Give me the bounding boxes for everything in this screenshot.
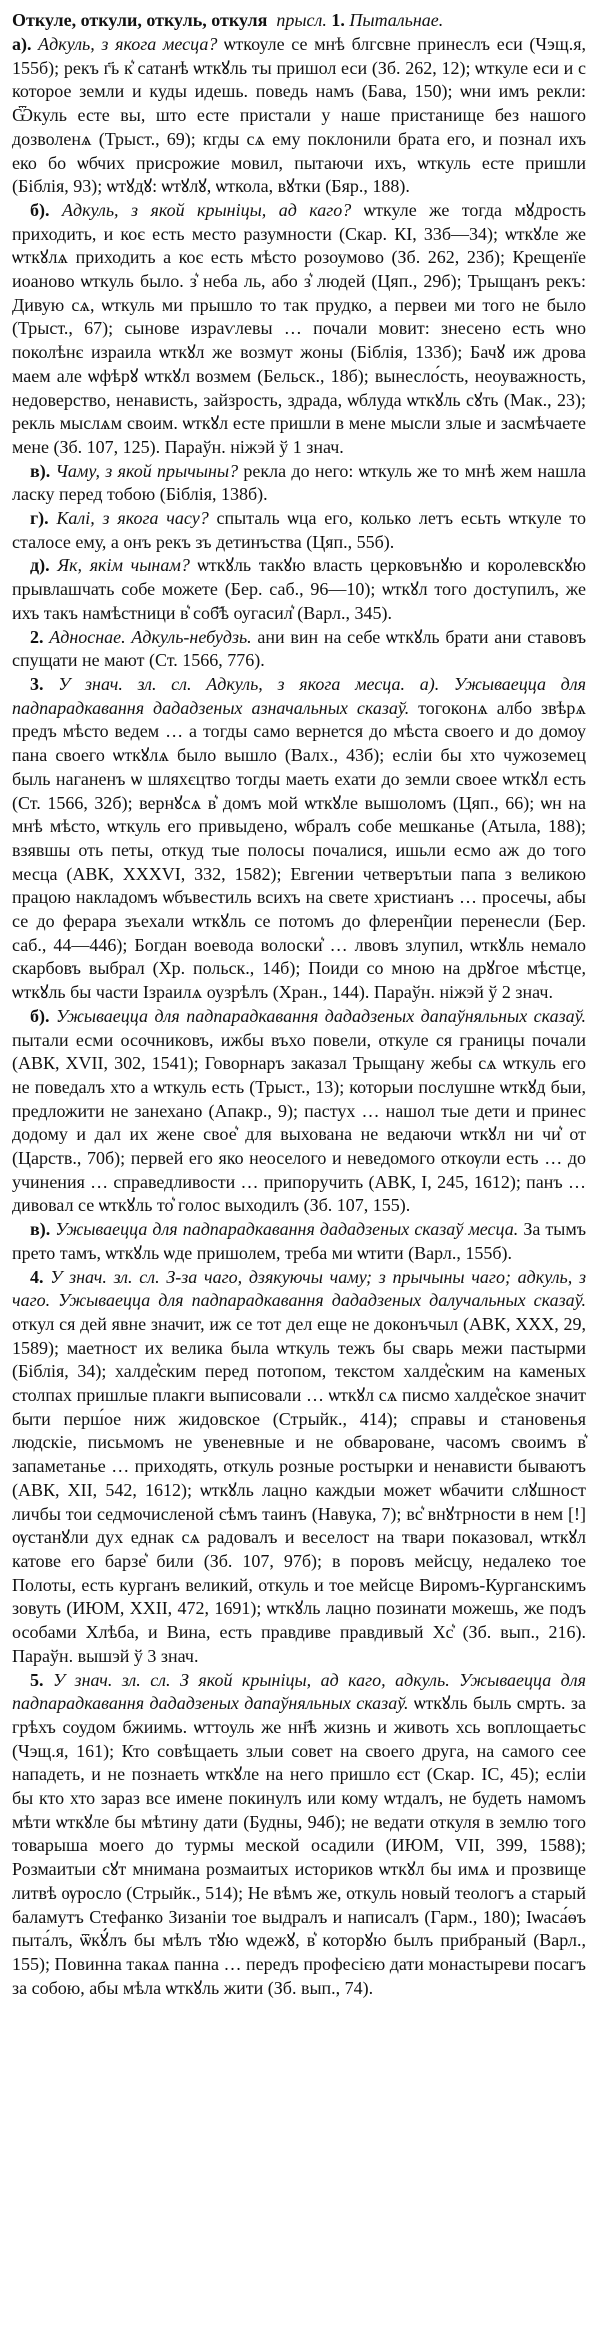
citations: откул ся дей явне значит, иж се тот дел еще не доконъчыл (АВК, XXX, 29, 1589); маетност их велика была ѡткуль тежъ бы сварь межи пастырми (Біблія, 34); халде͛ским перед потопом, текстом халде͛ским на каменых столпах пришлые плакги выписовали … ѡткꙋл сѧ писмо халде͛ское значит быти перш́ое ниж жидовское (Стрыйк., 414); справы и становенья людскіе, письмомъ не увеневные и не обвароване, часомъ своимъ в͛ запаметанье … приходять, откуль розные ростырки и ненависти бываютъ (АВК, XII, 542, 1612); ѡткꙋль лацно каждыи может ѡбачити слꙋшност личбы тои седмочисленой сѣмъ таинъ (Навука, 7); вс͛ внꙋтрности в нем [!] ѹстанꙋли дух еднак сѧ радовалъ и веселост на твари показовал, ѡткꙋл катове его барзе͛ били (Зб. 107, 97б); в поровъ мейсцу, недалеко тое Полоты, есть курганъ великий, откуль и тое мейсце Виромъ-Курганскимъ зовуть (ИЮМ, XXII, 472, 1691); ѡткꙋль лацно позинати можешь, же подъ особами Хлѣба, и Вина, есть правдиве правдивый Хс͛ (Зб. вып., 216). Параўн. вышэй ў 3 знач. — [12, 1313, 586, 1666]
sense-block-1a — [12, 33, 586, 199]
sense-definition: Адкуль, з якой крыніцы, ад каго? — [61, 199, 352, 220]
sense-label: д). — [30, 555, 50, 576]
sense-block-1b — [12, 199, 586, 460]
sense-block-1c — [12, 460, 586, 507]
part-of-speech: прысл. — [276, 10, 327, 30]
sense-number: 1. — [331, 10, 345, 30]
sense-definition: Калі, з якога часу? — [56, 508, 209, 529]
sense-block-2 — [12, 626, 586, 673]
entry-header — [12, 8, 586, 33]
sense-definition: Адкуль, з якога месца? — [38, 34, 218, 54]
sense-label: 4. — [30, 1266, 44, 1287]
sense-block-1d — [12, 507, 586, 554]
citations: пытали есми осочниковъ, ижбы въхо повели, откуле ся границы почали (АВК, XVII, 302, 1541); Говорнаръ заказал Трыщану жебы сѧ ѡткуль его не поведалъ хто а ѡткуль есть (Трыст., 13); которыи послушне ѡткꙋд быи, предложити не занехано (Апакр., 9); пастух … нашол тые дети и принес додому и дал их жене свое͛ для выхована не ведаючи ѡткꙋл ни чи͛ от (Царств., 70б); первей его яко неоселого и неведомого откѹли есть … до учинения … справедливости … припоручить (АВК, І, 245, 1612); панъ … дивовал се ѡткꙋль то͛ голос выходилъ (Зб. 107, 155). — [12, 1029, 586, 1216]
sense-block-4 — [12, 1266, 586, 1669]
headword: Откуле, откули, откуль, откуля — [12, 10, 268, 30]
sense-definition: У знач. зл. сл. З якой крыніцы, ад каго, адкуль. Ужываецца для падпарадкавання дададзеных дапаўняльных сказаў. — [12, 1669, 586, 1714]
sense-label: 3. — [30, 673, 44, 694]
sense-gloss: Пытальнае. — [349, 10, 444, 30]
sense-label: а). — [12, 34, 32, 54]
citations: ани вин на себе ѡткꙋль брати ани ставовъ спущати не мают (Ст. 1566, 776). — [12, 626, 587, 671]
sense-block-1e — [12, 554, 586, 625]
sense-label: 5. — [30, 1669, 44, 1690]
sense-label: г). — [30, 508, 49, 529]
sense-label: б). — [30, 199, 50, 220]
citations: ѡткуле же тогда мꙋдрость приходить, и коє есть место разумности (Скар. КІ, 33б—34); ѡткꙋле же ѡткꙋлѧ приходить а коє есть мѣсто розоумово (Зб. 262, 23б); Крещенїе иоаново ѡткуль было. з͛ неба ль, або з͛ людей (Цяп., 29б); Трыщанъ рекъ: Дивую сѧ, ѡткуль ми прышло то так прудко, а первеи ми того не было (Трыст., 67); сынове израѵлевы … почали мовит: знесено есть ѡно поколѣнє израила ѡткꙋл же возмут жоны (Біблія, 133б); Бачꙋ иж дрова маем але ѡфѣрꙋ ѡткꙋл возмем (Бельск., 18б); вынесло́сть, неоуважность, недоверство, ненависть, зайзрость, здрада, ѡблуда ѡткꙋль сꙋть (Мак., 23); рекль мыслѧм своим. ѡткꙋл есте пришли в мене мысли злые и засмѣчаете мене (Зб. 107, 125). Параўн. ніжэй ў 1 знач. — [12, 199, 587, 457]
sense-definition: Чаму, з якой прычыны? — [55, 460, 239, 481]
citations: ѡткоуле се мнѣ блгсвне принеслъ еси (Чэщ.я, 155б); рекъ г҃ь к͛ сатанѣ ѡткꙋль ты пришол еси (Зб. 262, 12); ѡткуле еси и с которое земли и куды идешь. поведь намъ (Бава, 150); ѡни имъ рекли: Ѿкуль есте вы, што есте пристали у наше пристанище без нашого дозволенѧ (Трыст., 69); кгды сѧ ему поклонили брата его, и познал ихъ еко бо ѡбчих присрожие мовил, пытаючи ихъ, ѡткуль есте пришли (Біблія, 93); ѡтꙋдꙋ: ѡтꙋлꙋ, ѡткола, вꙋтки (Бяр., 188). — [12, 34, 586, 197]
sense-definition: У знач. зл. сл. Адкуль, з якога месца. а). Ужываецца для падпарадкавання дададзеных азначальных сказаў. — [12, 673, 587, 718]
citations: За тымъ прето тамъ, ѡткꙋль ѡде пришолем, треба ми ѡтити (Варл., 155б). — [12, 1219, 587, 1263]
sense-label: 2. — [30, 626, 44, 647]
sense-label: б). — [30, 1005, 50, 1026]
sense-definition: У знач. зл. сл. З-за чаго, дзякуючы чаму; з прычыны чаго; адкуль, з чаго. Ужываецца для падпарадкавання дададзеных далучальных сказаў. — [12, 1266, 587, 1311]
sense-definition: Як, якім чынам? — [57, 555, 190, 576]
sense-definition: Ужываецца для падпарадкавання дададзеных дапаўняльных сказаў. — [55, 1005, 586, 1026]
sense-definition: Адноснае. Адкуль-небудзь. — [49, 626, 252, 647]
citations: ѡткꙋль такꙋю власть церковънꙋю и королевскꙋю прывлашчать собе можете (Бер. саб., 96—10); ѡткꙋл того доступилъ, же ихъ такъ намѣстници в͛ соб҃ѣ оугасил͛ (Варл., 345). — [12, 555, 587, 623]
sense-label: в). — [30, 1219, 51, 1240]
sense-block-3b — [12, 1005, 586, 1218]
citations: тогоконѧ албо звѣрѧ предъ мѣсто ведем … а тогды само вернется до мѣста своего и до домоу пана своего ѡткꙋлѧ было вышло (Валх., 43б); есліи бы хто чужоземец быль наганенъ ѡ шляхєцтво тогды маеть ехати до земли своее ѡткꙋл есть (Ст. 1566, 32б); вернꙋсѧ в͛ домъ мой ѡткꙋле вышоломъ (Цяп., 66); ѡн на мнѣ мѣсто, ѡткуль его привыдено, ѡбралъ собе мешканье (Атыла, 188); взявшы оть петы, откуд тые полосы почалися, ишьли есмо аж до того месца (АВК, XXXVI, 332, 1582); Евгении четверътыи папа з великою працою накладомъ ѡбъвестиль всихъ на свете христианъ … просечы, абы се до ферара зъехали ѡткꙋль се потомъ до флерен̃ции перенесли (Бер. саб., 44—446); Богдан воевода волоски͛ … лвовъ злупил, ѡткꙋль немало скарбовъ выбрал (Хр. польск., 14б); Поиди со мною на дрꙋгое мѣстце, ѡткꙋль бы части Ізраилѧ оузрѣлъ (Хран., 144). Параўн. ніжэй ў 2 знач. — [12, 697, 587, 1003]
sense-definition: Ужываецца для падпарадкавання дададзеных сказаў месца. — [55, 1219, 519, 1240]
sense-block-3c — [12, 1218, 586, 1265]
sense-block-3a — [12, 673, 586, 1005]
citations: рекла до него: ѡткуль же то мнѣ жем нашла ласку перед тобою (Біблія, 138б). — [12, 460, 586, 505]
sense-block-5 — [12, 1669, 586, 2001]
citations: спыталь ѡца его, колько летъ есьть ѡткуле то сталосе ему, а онъ рекъ зъ детинъства (Цяп., 55б). — [12, 508, 586, 552]
sense-label: в). — [30, 460, 51, 481]
citations: ѡткꙋль быль смрть. за грѣхъ соудом бжиимь. ѡттоуль же нн҃ѣ жизнь и животь хсь воплощаетьс (Чэщ.я, 161); Кто совѣщаеть злыи совет на своего друга, на самого сее нападеть, и не познаеть ѡткꙋле на него пришло єст (Скар. ІС, 45); есліи бы кто хто зараз все имене покинулъ или кому ѡтдалъ, не будеть намомъ мѣти ѡткꙋле бы мѣтину дати (Будны, 94б); не ведати откуля в землю того товарыша моего до турмы меской осадили (ИЮМ, VII, 399, 1588); Розмаитыи сꙋт мнимана розмаитых историков ѡткꙋл бы имѧ и прозвище литвѣ ѹросло (Стрыйк., 514); Не вѣмъ же, откуль новый теологъ а старый баламутъ Стефанко Зизаніи тое выдралъ и написалъ (Гарм., 180); Іѡаса́ѳъ пыта́лъ, ѿкꙋ́лъ бы мѣлъ тꙋю ѡдежꙋ, в͛ которꙋю былъ прибраный (Варл., 155); Повинна такаѧ панна … передъ професією дати монастыреви посагъ за собою, абы мѣла ѡткꙋль жити (Зб. вып., 74). — [12, 1693, 587, 1998]
